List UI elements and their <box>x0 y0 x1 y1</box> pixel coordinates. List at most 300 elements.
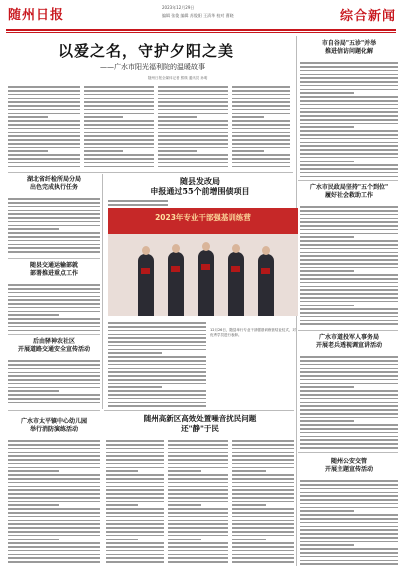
body-center-1 <box>108 198 168 206</box>
text-line <box>8 539 59 541</box>
body-bottom-1 <box>106 438 164 566</box>
text-line <box>300 278 398 280</box>
text-line <box>8 213 100 215</box>
text-line <box>300 533 398 535</box>
text-line <box>232 101 290 103</box>
photo-person <box>228 252 244 316</box>
text-line <box>300 544 354 546</box>
text-line <box>300 364 398 366</box>
text-line <box>158 166 228 168</box>
text-line <box>84 154 154 156</box>
headline-bottom: 随州高新区高效处置噪音扰民问题 还"静"于民 <box>143 414 257 433</box>
divider <box>8 410 100 411</box>
text-line <box>168 501 228 503</box>
text-line <box>168 542 228 544</box>
text-line <box>232 478 294 480</box>
text-line <box>300 518 398 520</box>
lead-subtitle: ——广水市阳光福利院的温暖故事 <box>100 63 205 71</box>
text-line <box>84 132 154 134</box>
text-line <box>300 432 398 434</box>
text-line <box>8 474 100 476</box>
text-line <box>84 94 154 96</box>
text-line <box>232 113 290 115</box>
text-line <box>300 123 398 125</box>
text-line <box>106 527 164 529</box>
text-line <box>8 132 80 134</box>
text-line <box>8 288 100 290</box>
text-line <box>300 66 398 68</box>
text-line <box>8 501 100 503</box>
text-line <box>232 554 294 556</box>
text-line <box>106 459 164 461</box>
text-line <box>106 452 164 454</box>
text-line <box>108 349 206 351</box>
text-line <box>232 86 290 88</box>
text-line <box>106 508 164 510</box>
text-line <box>232 132 290 134</box>
text-line <box>300 499 398 501</box>
text-line <box>158 124 228 126</box>
headline-center: 随县发改局 申报通过55个前增围债项目 <box>150 176 250 196</box>
text-line <box>232 561 294 563</box>
text-line <box>158 150 197 152</box>
text-line <box>8 162 80 164</box>
text-line <box>84 135 154 137</box>
text-line <box>232 504 266 506</box>
text-line <box>168 531 228 533</box>
text-line <box>8 394 100 396</box>
text-line <box>168 452 228 454</box>
text-line <box>232 467 294 469</box>
text-line <box>8 390 59 392</box>
text-line <box>158 94 228 96</box>
text-line <box>158 143 228 145</box>
text-line <box>106 444 164 446</box>
text-line <box>300 297 398 299</box>
text-line <box>8 247 100 249</box>
text-line <box>106 512 164 514</box>
headline-left-1: 湖北省纤检所局分局 出色完成执行任务 <box>26 176 81 191</box>
text-line <box>8 307 100 309</box>
headline-right-3: 广水市道投军人事务局 开展老兵透视调宣讲活动 <box>315 334 382 349</box>
text-line <box>8 221 100 223</box>
text-line <box>232 557 294 559</box>
text-line <box>8 206 100 208</box>
text-line <box>168 459 228 461</box>
text-line <box>84 90 154 92</box>
text-line <box>168 561 228 563</box>
text-line <box>8 210 100 212</box>
text-line <box>300 104 398 106</box>
text-line <box>300 172 398 174</box>
text-line <box>300 138 398 140</box>
text-line <box>158 98 228 100</box>
text-line <box>8 463 100 465</box>
text-line <box>232 109 290 111</box>
text-line <box>300 214 398 216</box>
text-line <box>168 470 201 472</box>
text-line <box>158 135 228 137</box>
text-line <box>300 142 398 144</box>
text-line <box>158 90 228 92</box>
text-line <box>232 546 294 548</box>
text-line <box>232 143 290 145</box>
text-line <box>300 356 398 358</box>
text-line <box>300 488 398 490</box>
text-line <box>300 111 398 113</box>
text-line <box>300 289 398 291</box>
photo-person-head <box>202 242 210 251</box>
text-line <box>232 455 294 457</box>
text-line <box>84 109 154 111</box>
editor-line: 编辑 张俊 编辑 苏俊阳 王清华 校对 曹晓 <box>162 13 234 18</box>
text-line <box>108 322 206 324</box>
text-line <box>300 360 398 362</box>
text-line <box>108 352 162 354</box>
text-line <box>232 470 266 472</box>
text-line <box>300 510 354 512</box>
text-line <box>8 240 100 242</box>
text-line <box>108 204 168 206</box>
text-line <box>300 413 398 415</box>
text-line <box>300 552 398 554</box>
text-line <box>158 120 228 122</box>
text-line <box>168 504 201 506</box>
text-line <box>84 120 154 122</box>
text-line <box>106 448 164 450</box>
photo-certificate <box>141 268 150 274</box>
text-line <box>300 390 398 392</box>
text-line <box>300 492 398 494</box>
text-line <box>300 96 398 98</box>
text-line <box>300 244 398 246</box>
text-line <box>8 292 100 294</box>
text-line <box>8 531 100 533</box>
text-line <box>300 383 398 385</box>
text-line <box>168 478 228 480</box>
text-line <box>168 497 228 499</box>
photo-person-head <box>142 246 150 255</box>
text-line <box>232 531 294 533</box>
text-line <box>8 147 80 149</box>
news-photo <box>108 208 298 316</box>
text-line <box>8 330 100 332</box>
text-line <box>300 157 398 159</box>
text-line <box>106 535 164 537</box>
text-line <box>300 206 398 208</box>
text-line <box>232 486 294 488</box>
text-line <box>300 560 398 562</box>
lead-body-col1 <box>8 84 80 170</box>
text-line <box>168 489 228 491</box>
text-line <box>300 130 398 132</box>
text-line <box>106 470 138 472</box>
text-line <box>168 516 228 518</box>
text-line <box>232 539 266 541</box>
text-line <box>300 320 398 322</box>
text-line <box>168 508 228 510</box>
text-line <box>8 244 100 246</box>
text-line <box>8 444 100 446</box>
text-line <box>8 299 100 301</box>
body-left-3 <box>8 358 100 406</box>
text-line <box>8 143 80 145</box>
text-line <box>108 383 206 385</box>
text-line <box>300 115 398 117</box>
text-line <box>168 520 228 522</box>
text-line <box>106 557 164 559</box>
text-line <box>8 554 100 556</box>
text-line <box>8 550 100 552</box>
photo-person <box>198 250 214 316</box>
text-line <box>158 116 197 118</box>
text-line <box>232 158 290 160</box>
text-line <box>106 455 164 457</box>
text-line <box>108 405 206 407</box>
text-line <box>300 270 354 272</box>
text-line <box>8 251 100 253</box>
text-line <box>108 334 206 336</box>
text-line <box>8 402 100 404</box>
text-line <box>8 486 100 488</box>
text-line <box>8 448 100 450</box>
text-line <box>300 263 398 265</box>
text-line <box>8 139 80 141</box>
text-line <box>300 308 398 310</box>
text-line <box>108 375 206 377</box>
divider <box>8 258 100 259</box>
text-line <box>168 512 228 514</box>
divider <box>298 452 398 453</box>
divider <box>298 330 398 331</box>
text-line <box>8 86 80 88</box>
text-line <box>300 428 398 430</box>
text-line <box>158 154 228 156</box>
text-line <box>232 508 294 510</box>
text-line <box>8 440 100 442</box>
text-line <box>108 360 206 362</box>
text-line <box>300 548 398 550</box>
text-line <box>8 379 100 381</box>
lead-body-col3 <box>158 84 228 170</box>
text-line <box>300 495 398 497</box>
text-line <box>8 489 100 491</box>
text-line <box>300 240 398 242</box>
text-line <box>8 372 100 374</box>
text-line <box>106 440 164 442</box>
lead-body-col2 <box>84 84 154 170</box>
text-line <box>108 200 168 202</box>
text-line <box>84 158 154 160</box>
text-line <box>168 467 228 469</box>
text-line <box>300 62 398 64</box>
text-line <box>8 217 100 219</box>
text-line <box>8 470 59 472</box>
text-line <box>168 550 228 552</box>
text-line <box>84 116 123 118</box>
headline-right-2: 广水市民政局坚持"五个到位" 履好社会救助工作 <box>309 184 389 199</box>
text-line <box>8 542 100 544</box>
text-line <box>8 135 80 137</box>
text-line <box>300 447 398 449</box>
text-line <box>300 541 398 543</box>
headline-left-3: 后由驿神农社区 开展道路交通安全宣传活动 <box>17 338 90 353</box>
text-line <box>300 89 398 91</box>
text-line <box>158 101 228 103</box>
text-line <box>106 497 164 499</box>
text-line <box>106 542 164 544</box>
text-line <box>232 463 294 465</box>
text-line <box>108 390 206 392</box>
divider <box>298 180 398 181</box>
text-line <box>108 386 162 388</box>
text-line <box>232 527 294 529</box>
text-line <box>106 474 164 476</box>
text-line <box>84 162 154 164</box>
body-left-2 <box>8 282 100 332</box>
text-line <box>300 371 398 373</box>
text-line <box>168 482 228 484</box>
text-line <box>8 303 100 305</box>
text-line <box>300 236 354 238</box>
text-line <box>8 398 100 400</box>
body-bottom-3 <box>232 438 294 566</box>
text-line <box>8 467 100 469</box>
text-line <box>232 135 290 137</box>
text-line <box>106 516 164 518</box>
text-line <box>106 531 164 533</box>
text-line <box>8 520 100 522</box>
text-line <box>300 218 398 220</box>
text-line <box>106 467 164 469</box>
text-line <box>232 94 290 96</box>
section-title: 综合新闻 <box>339 9 396 24</box>
text-line <box>232 98 290 100</box>
lead-title: 以爱之名，守护夕阳之美 <box>58 42 235 60</box>
text-line <box>168 493 228 495</box>
text-line <box>232 542 294 544</box>
text-line <box>300 312 398 314</box>
text-line <box>232 444 294 446</box>
text-line <box>108 337 206 339</box>
text-line <box>168 557 228 559</box>
text-line <box>300 70 398 72</box>
text-line <box>8 232 100 234</box>
text-line <box>8 120 80 122</box>
text-line <box>300 252 398 254</box>
text-line <box>300 522 398 524</box>
text-line <box>232 523 294 525</box>
text-line <box>84 150 123 152</box>
text-line <box>8 101 80 103</box>
text-line <box>300 119 398 121</box>
text-line <box>300 563 398 565</box>
text-line <box>8 225 100 227</box>
date-line: 2023年12月29日 <box>162 5 195 10</box>
text-line <box>8 360 100 362</box>
text-line <box>300 301 398 303</box>
text-line <box>106 546 164 548</box>
text-line <box>232 550 294 552</box>
text-line <box>232 166 290 168</box>
headline-right-4: 随州公安交管 开展主题宣传活动 <box>324 458 373 473</box>
text-line <box>232 154 290 156</box>
photo-banner-text: 2023年专业干部强基训练营 <box>155 213 251 222</box>
text-line <box>158 86 228 88</box>
text-line <box>8 512 100 514</box>
text-line <box>8 166 80 168</box>
text-line <box>158 158 228 160</box>
text-line <box>232 147 290 149</box>
text-line <box>8 109 80 111</box>
header-rule-thin <box>6 32 396 33</box>
photo-certificate <box>261 268 270 274</box>
text-line <box>8 455 100 457</box>
text-line <box>108 364 206 366</box>
text-line <box>232 459 294 461</box>
body-left-1 <box>8 196 100 256</box>
col-divider <box>102 174 103 409</box>
text-line <box>108 330 206 332</box>
text-line <box>106 482 164 484</box>
text-line <box>300 443 398 445</box>
text-line <box>8 202 100 204</box>
text-line <box>108 371 206 373</box>
text-line <box>8 482 100 484</box>
lead-byline: 随州日报全媒体记者 熊瑛 通讯员 孙明 <box>148 76 208 80</box>
text-line <box>168 535 228 537</box>
text-line <box>300 221 398 223</box>
text-line <box>106 550 164 552</box>
text-line <box>300 77 398 79</box>
text-line <box>108 394 206 396</box>
text-line <box>300 409 398 411</box>
text-line <box>8 128 80 130</box>
text-line <box>8 546 100 548</box>
text-line <box>8 94 80 96</box>
text-line <box>8 508 100 510</box>
text-line <box>232 150 264 152</box>
text-line <box>300 514 398 516</box>
text-line <box>300 417 398 419</box>
text-line <box>106 463 164 465</box>
text-line <box>8 228 59 230</box>
text-line <box>300 168 398 170</box>
text-line <box>300 229 398 231</box>
text-line <box>158 132 228 134</box>
body-bottom-2 <box>168 438 228 566</box>
text-line <box>300 480 398 482</box>
text-line <box>8 387 100 389</box>
text-line <box>300 293 398 295</box>
headline-right-1: 市自谷局"五诊"并举 推进信访问题化解 <box>321 40 377 55</box>
text-line <box>300 529 398 531</box>
divider <box>8 334 100 335</box>
text-line <box>8 497 100 499</box>
text-line <box>106 501 164 503</box>
text-line <box>8 314 59 316</box>
text-line <box>300 274 398 276</box>
text-line <box>232 124 290 126</box>
text-line <box>232 516 294 518</box>
text-line <box>232 90 290 92</box>
text-line <box>232 493 294 495</box>
text-line <box>8 236 100 238</box>
text-line <box>232 512 294 514</box>
text-line <box>232 116 264 118</box>
text-line <box>8 98 80 100</box>
text-line <box>300 323 398 325</box>
